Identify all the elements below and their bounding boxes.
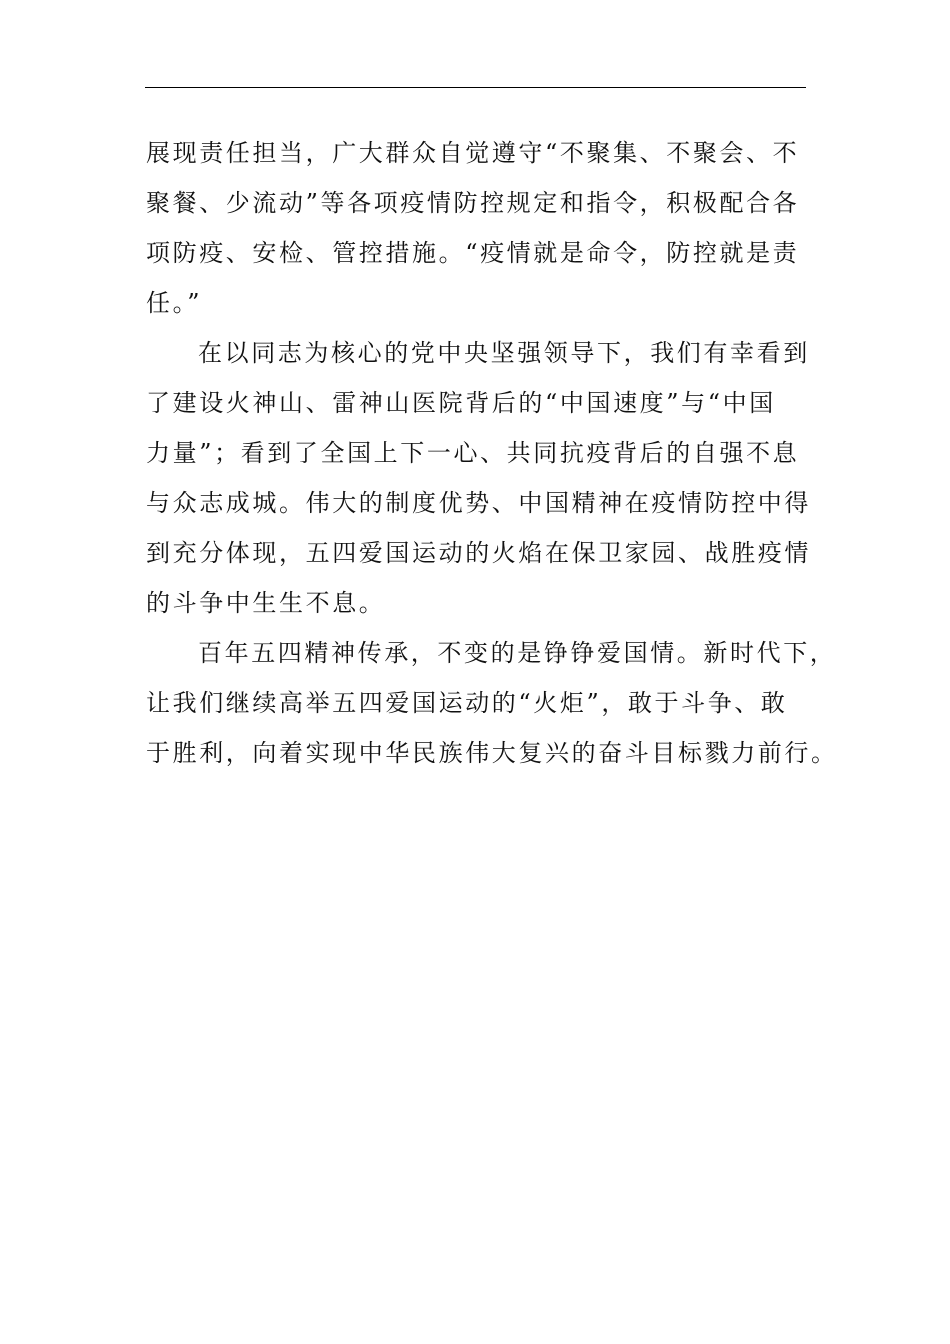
header-rule [145,87,806,88]
text-line: 百年五四精神传承，不变的是铮铮爱国情。新时代下， [198,639,837,667]
text-line: 让我们继续高举五四爱国运动的“火炬”，敢于斗争、敢 [146,689,788,717]
document-body [146,128,838,778]
text-line: 到充分体现，五四爱国运动的火焰在保卫家园、战胜疫情 [146,539,811,567]
text-line: 在以同志为核心的党中央坚强领导下，我们有幸看到 [198,339,810,367]
text-line: 与众志成城。伟大的制度优势、中国精神在疫情防控中得 [146,489,811,517]
text-line: 展现责任担当，广大群众自觉遵守“不聚集、不聚会、不 [146,139,800,167]
text-line: 力量”；看到了全国上下一心、共同抗疫背后的自强不息 [146,439,800,467]
text-line: 了建设火神山、雷神山医院背后的“中国速度”与“中国 [146,389,776,417]
paragraph [146,128,808,328]
text-line: 聚餐、少流动”等各项疫情防控规定和指令，积极配合各 [146,189,800,217]
paragraph [146,628,838,778]
text-line: 项防疫、安检、管控措施。“疫情就是命令，防控就是责 [146,239,800,267]
text-line: 的斗争中生生不息。 [146,589,386,617]
paragraph [146,328,811,628]
text-line: 于胜利，向着实现中华民族伟大复兴的奋斗目标戮力前行。 [146,739,838,767]
text-line: 任。” [146,289,203,317]
